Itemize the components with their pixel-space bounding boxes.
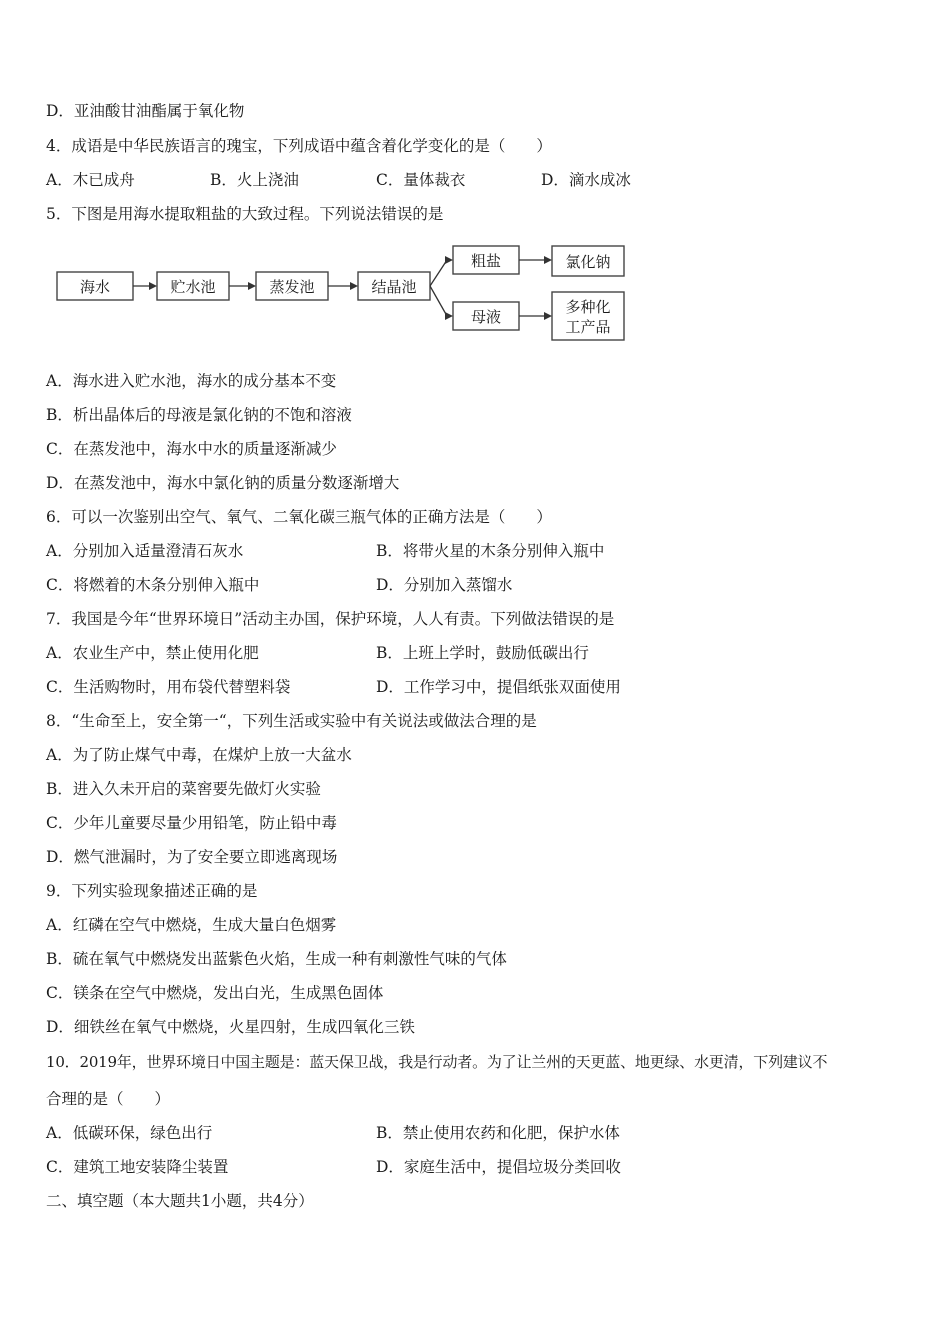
q8-option-b: B．进入久未开启的菜窖要先做灯火实验 (46, 780, 321, 798)
q6-stem: 6．可以一次鉴别出空气、氧气、二氧化碳三瓶气体的正确方法是（ ） (46, 508, 552, 526)
q7-option-d: D．工作学习中，提倡纸张双面使用 (376, 678, 621, 696)
arrowhead-2 (248, 282, 256, 290)
arrowhead-1 (149, 282, 157, 290)
q8-option-a: A．为了防止煤气中毒，在煤炉上放一大盆水 (46, 746, 352, 764)
q6-option-a: A．分别加入适量澄清石灰水 (46, 542, 244, 560)
q9-option-a: A．红磷在空气中燃烧，生成大量白色烟雾 (46, 916, 337, 934)
q10-option-a: A．低碳环保，绿色出行 (46, 1124, 213, 1142)
q10-stem-line1: 10．2019年，世界环境日中国主题是：蓝天保卫战，我是行动者。为了让兰州的天更蓝、地更绿、水更清，下列建议不 (46, 1053, 828, 1071)
label-crude-salt: 粗盐 (470, 252, 502, 270)
q8-option-d: D．燃气泄漏时，为了安全要立即逃离现场 (46, 848, 338, 866)
q7-stem: 7．我国是今年“世界环境日”活动主办国，保护环境，人人有责。下列做法错误的是 (46, 610, 615, 628)
q5-option-a: A．海水进入贮水池，海水的成分基本不变 (46, 372, 337, 390)
q4-option-c: C．量体裁衣 (376, 171, 466, 189)
label-crystallization-pond: 结晶池 (371, 278, 417, 296)
q6-option-b: B．将带火星的木条分别伸入瓶中 (376, 542, 605, 560)
label-sodium-chloride: 氯化钠 (565, 253, 611, 271)
q9-option-c: C．镁条在空气中燃烧，发出白光，生成黑色固体 (46, 984, 384, 1002)
q4-option-a: A．木已成舟 (46, 171, 135, 189)
arrowhead-4 (445, 256, 453, 264)
label-products-line2: 工产品 (565, 318, 611, 336)
q5-option-c: C．在蒸发池中，海水中水的质量逐渐减少 (46, 440, 337, 458)
q7-option-b: B．上班上学时，鼓励低碳出行 (376, 644, 589, 662)
q9-option-d: D．细铁丝在氧气中燃烧，火星四射，生成四氧化三铁 (46, 1018, 415, 1036)
section2-heading: 二、填空题（本大题共1小题，共4分） (46, 1192, 314, 1210)
arrow-crystallization-crude-salt (430, 260, 447, 286)
q9-stem: 9．下列实验现象描述正确的是 (46, 882, 258, 900)
arrowhead-5 (445, 312, 453, 320)
q6-option-c: C．将燃着的木条分别伸入瓶中 (46, 576, 260, 594)
q10-option-d: D．家庭生活中，提倡垃圾分类回收 (376, 1158, 621, 1176)
q6-option-d: D．分别加入蒸馏水 (376, 576, 513, 594)
label-storage-pond: 贮水池 (170, 278, 216, 296)
label-mother-liquor: 母液 (470, 308, 502, 326)
q10-option-b: B．禁止使用农药和化肥，保护水体 (376, 1124, 620, 1142)
q8-option-c: C．少年儿童要尽量少用铅笔，防止铅中毒 (46, 814, 337, 832)
arrowhead-3 (350, 282, 358, 290)
label-products-line1: 多种化 (565, 298, 611, 316)
q3-option-d: D．亚油酸甘油酯属于氧化物 (46, 102, 245, 120)
q10-option-c: C．建筑工地安装降尘装置 (46, 1158, 229, 1176)
label-evaporation-pond: 蒸发池 (269, 278, 315, 296)
q4-option-d: D．滴水成冰 (541, 171, 631, 189)
q10-stem-line2: 合理的是（ ） (46, 1090, 171, 1108)
q8-stem: 8．“生命至上，安全第一“，下列生活或实验中有关说法或做法合理的是 (46, 712, 537, 730)
sea-salt-process-diagram (50, 240, 630, 345)
label-seawater: 海水 (79, 278, 111, 296)
q4-stem: 4．成语是中华民族语言的瑰宝，下列成语中蕴含着化学变化的是（ ） (46, 137, 552, 155)
arrow-crystallization-mother-liquor (430, 286, 447, 316)
q5-stem: 5．下图是用海水提取粗盐的大致过程。下列说法错误的是 (46, 205, 444, 223)
q5-option-d: D．在蒸发池中，海水中氯化钠的质量分数逐渐增大 (46, 474, 400, 492)
q4-option-b: B．火上浇油 (210, 171, 299, 189)
q9-option-b: B．硫在氧气中燃烧发出蓝紫色火焰，生成一种有刺激性气味的气体 (46, 950, 507, 968)
q5-option-b: B．析出晶体后的母液是氯化钠的不饱和溶液 (46, 406, 352, 424)
arrowhead-7 (544, 312, 552, 320)
q7-option-a: A．农业生产中，禁止使用化肥 (46, 644, 259, 662)
arrowhead-6 (544, 256, 552, 264)
q7-option-c: C．生活购物时，用布袋代替塑料袋 (46, 678, 291, 696)
